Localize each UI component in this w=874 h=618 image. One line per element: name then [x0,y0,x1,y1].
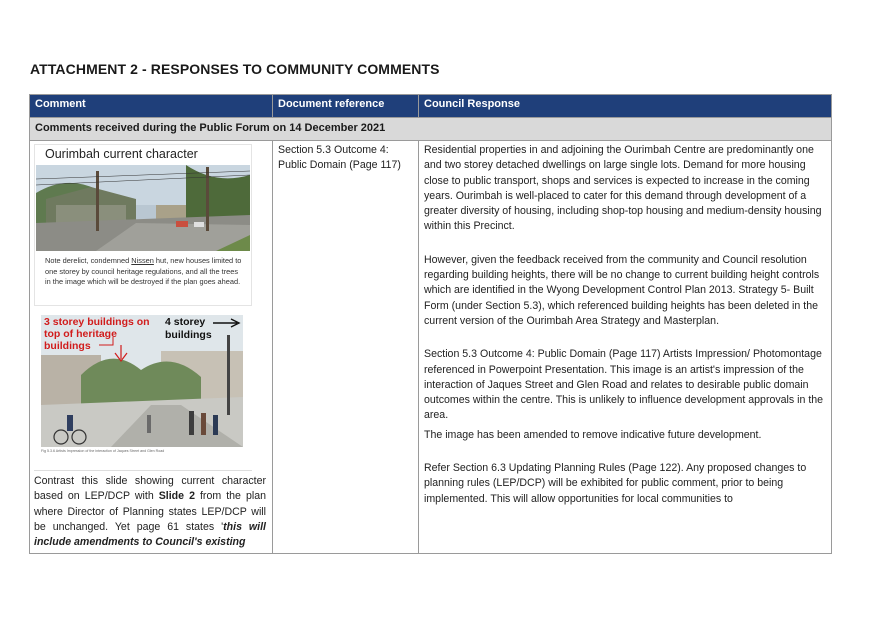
artist-impression-slide [41,315,243,457]
note-text-underlined: Nissen [131,256,154,265]
section-heading: Comments received during the Public Forum on 14 December 2021 [30,118,832,141]
table-header-row [30,95,832,118]
header-council-response: Council Response [419,95,832,118]
current-character-slide [34,144,252,306]
contrast-comment [34,474,266,550]
response-paragraph: Section 5.3 Outcome 4: Public Domain (Page 117) Artists Impression/ Photomontage referenced in Powerpoint Presentation. This image is an artist's impression of the interaction of Jaques Street and Glen Road and relates to desirable public domain outcomes within the centre. This is unlikely to influence development approvals in the area. [424,348,824,422]
response-paragraph: The image has been amended to remove indicative future development. [424,428,762,441]
header-document-reference: Document reference [273,95,419,118]
council-response [419,141,831,527]
council-response-cell [419,141,832,554]
impression-caption: Fig 5.3.6 Artists Impression of the interaction of Jaques Street and Glen Road [41,449,165,453]
annotation-4-storey: 4 storey buildings [165,316,212,341]
table-row [30,141,832,554]
responses-table [29,94,832,554]
slide-title: Ourimbah current character [45,147,198,161]
contrast-text-1: Contrast this slide showing current character based on LEP/DCP with [34,475,266,503]
contrast-text-2: from the plan where Director of Planning states LEP/DCP will be unchanged. Yet page 61 states ' [34,490,266,533]
photo-note [45,256,245,288]
response-paragraph: Residential properties in and adjoining the Ourimbah Centre are predominantly one and two storey detached dwellings on large single lots. Demand for more housing close to public transport, shops and services is expected to increase in the coming years. Ourimbah is well-placed to cater for this demand through development of a greater diversity of housing, including shop-top housing and medium-density housing within this Precinct. [424,144,822,233]
divider [34,470,252,471]
response-paragraph: Refer Section 6.3 Updating Planning Rules (Page 122). Any proposed changes to planning rules (LEP/DCP) will be exhibited for public comment, prior to being implemented. This will allow opportunities for local communities to [424,462,807,505]
page-title: ATTACHMENT 2 - RESPONSES TO COMMUNITY COMMENTS [30,61,440,77]
comment-cell [30,141,273,554]
contrast-quote: this will include amendments to Council's existing [34,520,266,549]
document-reference-text: Section 5.3 Outcome 4: Public Domain (Page 117) [278,144,401,171]
annotation-3-storey: 3 storey buildings on top of heritage buildings [44,316,150,352]
header-comment: Comment [30,95,273,118]
response-paragraph: However, given the feedback received from the community and Council resolution regarding building heights, there will be no change to current building height controls which are identified in the Wyong Development Control Plan 2013. Strategy 5- Built Form (under Section 5.3), which referenced building heights has been deleted in the current version of the Ourimbah Area Strategy and Masterplan. [424,253,820,327]
contrast-bold: Slide 2 [158,490,195,503]
street-photo [36,165,250,251]
note-text-2: hut, new houses limited to one storey by council heritage regulations, and all the trees in the image which will be destroyed if the plan goes ahead. [45,256,242,286]
document-reference-cell [273,141,419,554]
note-text-1: Note derelict, condemned [45,256,132,265]
section-row [30,118,832,141]
